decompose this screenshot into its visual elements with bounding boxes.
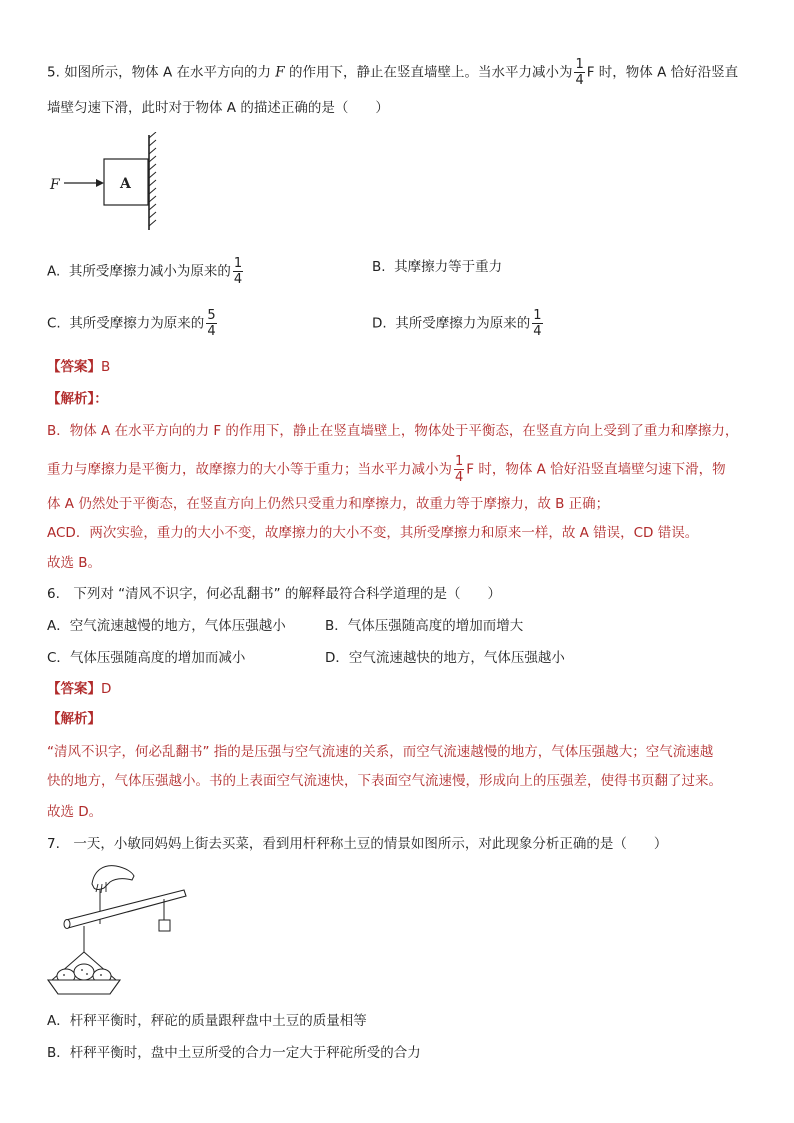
option-text: 空气流速越快的地方，气体压强越小 [348, 650, 565, 666]
q7-option-b [47, 1043, 421, 1063]
option-text: 杆秤平衡时，秤砣的质量跟秤盘中土豆的质量相等 [69, 1013, 367, 1029]
q5-stem-line2: 墙壁匀速下滑，此时对于物体 A 的描述正确的是（ ） [47, 100, 389, 116]
analysis-text: F 时，物体 A 恰好沿竖直墙壁匀速下滑，物 [466, 461, 726, 478]
option-key: D. [372, 315, 387, 332]
steelyard-pan [48, 980, 120, 994]
option-text: 杆秤平衡时，盘中土豆所受的合力一定大于秤砣所受的合力 [69, 1045, 421, 1061]
q5-stem-line1 [47, 58, 738, 87]
figure-force-label: F [50, 177, 60, 193]
q6-conclusion: 故选 D。 [47, 804, 103, 820]
fraction-numerator: 1 [575, 57, 584, 72]
answer-label: 【答案】 [47, 359, 101, 375]
fraction-denominator: 4 [575, 73, 584, 88]
q6-analysis-label: 【解析】 [47, 711, 101, 727]
option-text: 其所受摩擦力为原来的 [69, 315, 205, 332]
q5-answer [47, 357, 110, 377]
q5-option-c [47, 309, 219, 338]
option-text: 气体压强随高度的增加而增大 [347, 618, 524, 634]
fraction-numerator: 1 [455, 454, 464, 469]
q5-analysis-line1: B．物体 A 在水平方向的力 F 的作用下，静止在竖直墙壁上，物体处于平衡态，在竖直方向上受到了重力和摩擦力， [47, 423, 739, 439]
hand-icon [92, 866, 134, 890]
steelyard-counterweight [159, 920, 170, 931]
q5-analysis-line3: 体 A 仍然处于平衡态，在竖直方向上仍然只受重力和摩擦力，故重力等于摩擦力，故 B 正确； [47, 496, 610, 512]
q5-stem-fraction [574, 58, 584, 87]
option-key: C． [47, 650, 70, 666]
option-fraction [206, 309, 216, 338]
q5-stem-force-symbol: F [275, 64, 285, 81]
option-text: 其所受摩擦力减小为原来的 [68, 263, 231, 280]
fraction-denominator: 4 [207, 324, 216, 339]
option-key: B. [372, 259, 386, 275]
q6-answer [47, 679, 111, 699]
option-text: 其所受摩擦力为原来的 [395, 315, 531, 332]
answer-value: B [101, 359, 111, 375]
analysis-fraction [454, 455, 464, 484]
analysis-text: 重力与摩擦力是平衡力，故摩擦力的大小等于重力；当水平力减小为 [47, 461, 452, 478]
figure-block-label: A [120, 176, 131, 192]
q5-stem-part-a: 如图所示，物体 A 在水平方向的力 [64, 64, 276, 81]
option-key: A． [47, 618, 70, 634]
q5-stem-part-c: F 时，物体 A 恰好沿竖直 [586, 64, 739, 81]
option-text: 其摩擦力等于重力 [394, 259, 503, 275]
option-fraction [233, 257, 243, 286]
option-key: A. [47, 263, 61, 280]
q5-analysis-label: 【解析】： [47, 391, 108, 407]
q5-conclusion: 故选 B。 [47, 555, 102, 571]
option-text: 气体压强随高度的增加而减小 [69, 650, 246, 666]
fraction-numerator: 1 [233, 256, 243, 271]
option-key: D． [325, 650, 349, 666]
fraction-numerator: 5 [207, 308, 216, 323]
q7-stem: 7. 一天，小敏同妈妈上街去买菜，看到用杆秤称土豆的情景如图所示，对此现象分析正确的是（ ） [47, 836, 668, 852]
q6-option-b [325, 616, 523, 636]
q5-option-a [47, 257, 245, 286]
q7-figure-steelyard [44, 862, 194, 1000]
q5-option-d [372, 309, 545, 338]
q5-analysis-line4: ACD．两次实验，重力的大小不变，故摩擦力的大小不变，其所受摩擦力和原来一样，故 A 错误，CD 错误。 [47, 525, 699, 541]
q6-analysis-line1: “清风不识字，何必乱翻书” 指的是压强与空气流速的关系，而空气流速越慢的地方，气体压强越大；空气流速越 [47, 744, 714, 760]
answer-value: D [101, 681, 112, 697]
option-text: 空气流速越慢的地方，气体压强越小 [69, 618, 286, 634]
q6-option-d [325, 648, 565, 668]
q5-stem-part-b: 的作用下，静止在竖直墙壁上。当水平力减小为 [284, 64, 573, 81]
fraction-denominator: 4 [233, 272, 243, 287]
q6-stem: 6. 下列对 “清风不识字，何必乱翻书” 的解释最符合科学道理的是（ ） [47, 586, 501, 602]
q6-option-c [47, 648, 245, 668]
q6-option-a [47, 616, 286, 636]
option-key: C. [47, 315, 61, 332]
fraction-numerator: 1 [533, 308, 542, 323]
answer-label: 【答案】 [47, 681, 101, 697]
q5-figure-block-wall [44, 132, 174, 232]
option-key: B． [47, 1045, 70, 1061]
option-key: B． [325, 618, 348, 634]
q5-number: 5. [47, 64, 60, 81]
q7-option-a [47, 1011, 367, 1031]
fraction-denominator: 4 [533, 324, 542, 339]
fraction-denominator: 4 [455, 470, 464, 485]
q5-analysis-line2 [47, 455, 726, 484]
option-fraction [532, 309, 542, 338]
option-key: A． [47, 1013, 70, 1029]
q6-analysis-line2: 快的地方，气体压强越小。书的上表面空气流速快，下表面空气流速慢，形成向上的压强差，使得书页翻了过来。 [47, 773, 722, 789]
q5-option-b [372, 257, 502, 277]
